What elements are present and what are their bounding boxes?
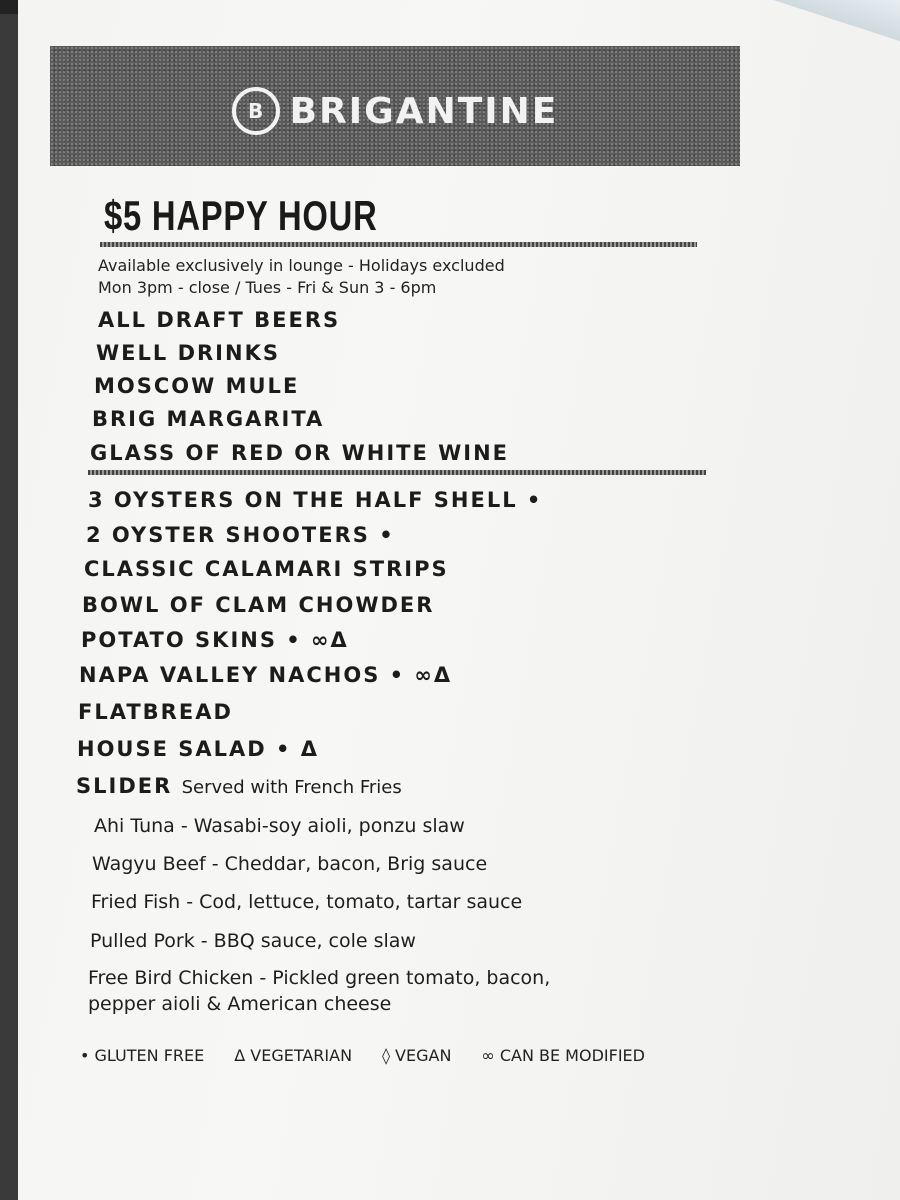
food-item: POTATO SKINS • ∞Δ [81, 628, 349, 652]
food-item: 3 OYSTERS ON THE HALF SHELL • [88, 488, 543, 512]
slider-option: Fried Fish - Cod, lettuce, tomato, tartar sauce [91, 891, 523, 913]
drink-item: BRIG MARGARITA [92, 407, 325, 431]
brand-lockup [232, 87, 559, 135]
legend-gluten-free: • GLUTEN FREE [80, 1046, 205, 1065]
food-item: HOUSE SALAD • Δ [77, 737, 319, 761]
brand-name: BRIGANTINE [289, 90, 559, 132]
slider-item [76, 774, 402, 798]
slider-option: Pulled Pork - BBQ sauce, cole slaw [90, 930, 416, 952]
drink-item: ALL DRAFT BEERS [98, 308, 341, 332]
brand-banner [50, 46, 740, 166]
slider-option: Free Bird Chicken - Pickled green tomato, bacon, [88, 967, 551, 989]
availability-line-1: Available exclusively in lounge - Holidays excluded [98, 256, 505, 275]
slider-name: SLIDER [76, 774, 173, 798]
drink-item: GLASS OF RED OR WHITE WINE [90, 441, 510, 465]
menu-title: $5 HAPPY HOUR [104, 192, 378, 239]
slider-description: Served with French Fries [181, 777, 402, 798]
dietary-legend [80, 1046, 645, 1065]
brigantine-logo-icon: B [232, 87, 280, 135]
legend-can-be-modified: ∞ CAN BE MODIFIED [481, 1046, 645, 1065]
legend-vegetarian: Δ VEGETARIAN [234, 1046, 353, 1065]
food-item: BOWL OF CLAM CHOWDER [82, 593, 435, 617]
slider-option: Wagyu Beef - Cheddar, bacon, Brig sauce [92, 853, 488, 875]
slider-option: Ahi Tuna - Wasabi-soy aioli, ponzu slaw [94, 815, 465, 837]
availability-line-2: Mon 3pm - close / Tues - Fri & Sun 3 - 6pm [98, 278, 437, 297]
drink-item: WELL DRINKS [96, 341, 280, 365]
title-divider [100, 242, 697, 247]
food-item: CLASSIC CALAMARI STRIPS [84, 557, 449, 581]
drink-item: MOSCOW MULE [94, 374, 300, 398]
food-item: 2 OYSTER SHOOTERS • [86, 523, 395, 547]
food-item: FLATBREAD [78, 700, 233, 724]
food-item: NAPA VALLEY NACHOS • ∞Δ [79, 663, 453, 687]
legend-vegan: ◊ VEGAN [382, 1046, 452, 1065]
slider-option: pepper aioli & American cheese [88, 993, 392, 1015]
section-divider [88, 470, 706, 475]
